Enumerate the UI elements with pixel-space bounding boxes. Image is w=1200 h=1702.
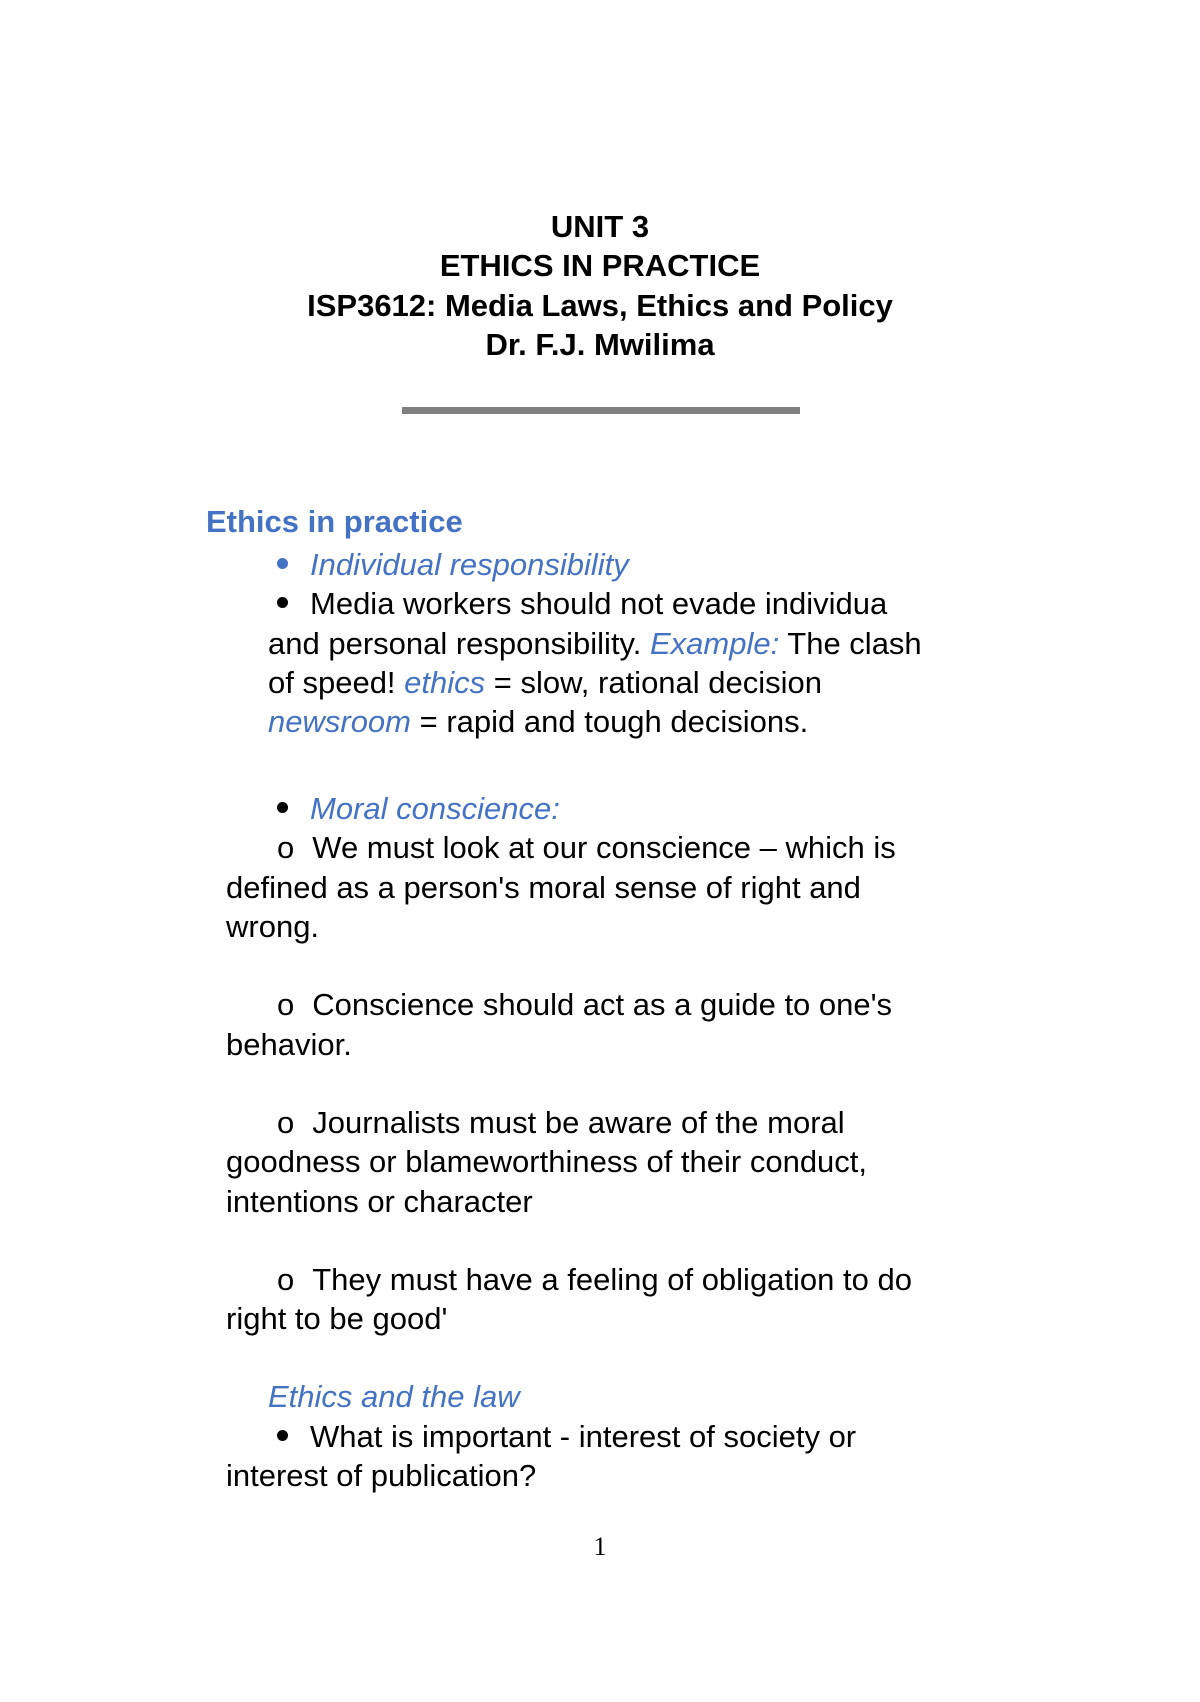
- circle-bullet-icon: o: [277, 1262, 295, 1297]
- individual-responsibility-label: Individual responsibility: [310, 547, 629, 582]
- page-number: 1: [593, 1532, 607, 1561]
- moral-item-3: o Journalists must be aware of the moral: [277, 1103, 845, 1143]
- unit-label: UNIT 3: [550, 209, 650, 244]
- individual-line-3: of speed! ethics = slow, rational decision: [268, 665, 823, 700]
- individual-line-4: newsroom = rapid and tough decisions.: [268, 704, 809, 739]
- bullet-media-workers: [277, 584, 887, 624]
- course-title: ISP3612: Media Laws, Ethics and Policy: [307, 288, 893, 323]
- moral-item-2-line-2: behavior.: [226, 1027, 352, 1062]
- law-item-1-line-2: interest of publication?: [226, 1458, 537, 1493]
- example-term: Example:: [649, 626, 780, 661]
- moral-conscience-label: Moral conscience:: [310, 791, 560, 826]
- moral-item-4: o They must have a feeling of obligation to do: [277, 1260, 912, 1300]
- section-heading: Ethics in practice: [206, 504, 463, 539]
- newsroom-term: newsroom: [268, 704, 411, 739]
- individual-line-2: and personal responsibility. Example: The clash: [268, 626, 922, 661]
- moral-item-2: o Conscience should act as a guide to one's: [277, 985, 892, 1025]
- horizontal-divider: [402, 407, 800, 414]
- bullet-icon: [277, 597, 288, 608]
- bullet-icon: [277, 802, 288, 813]
- circle-bullet-icon: o: [277, 1105, 295, 1140]
- moral-item-1: o We must look at our conscience – which is: [277, 828, 896, 868]
- moral-item-1-line-3: wrong.: [226, 909, 320, 944]
- author-name: Dr. F.J. Mwilima: [485, 327, 715, 362]
- circle-bullet-icon: o: [277, 830, 295, 865]
- bullet-moral-conscience: [277, 789, 560, 829]
- document-title: ETHICS IN PRACTICE: [439, 248, 761, 283]
- ethics-term: ethics: [404, 665, 486, 700]
- bullet-icon: [277, 1430, 288, 1441]
- bullet-individual-responsibility: [277, 545, 629, 585]
- individual-line-1: Media workers should not evade individua: [310, 586, 888, 621]
- moral-item-4-line-2: right to be good': [226, 1301, 448, 1336]
- bullet-what-is-important: What is important - interest of society or: [277, 1417, 856, 1457]
- bullet-icon: [277, 558, 288, 569]
- moral-item-3-line-2: goodness or blameworthiness of their conduct,: [226, 1144, 868, 1179]
- moral-item-3-line-3: intentions or character: [226, 1184, 533, 1219]
- moral-item-1-line-2: defined as a person's moral sense of right and: [226, 870, 861, 905]
- circle-bullet-icon: o: [277, 987, 295, 1022]
- ethics-and-law-label: Ethics and the law: [268, 1379, 520, 1414]
